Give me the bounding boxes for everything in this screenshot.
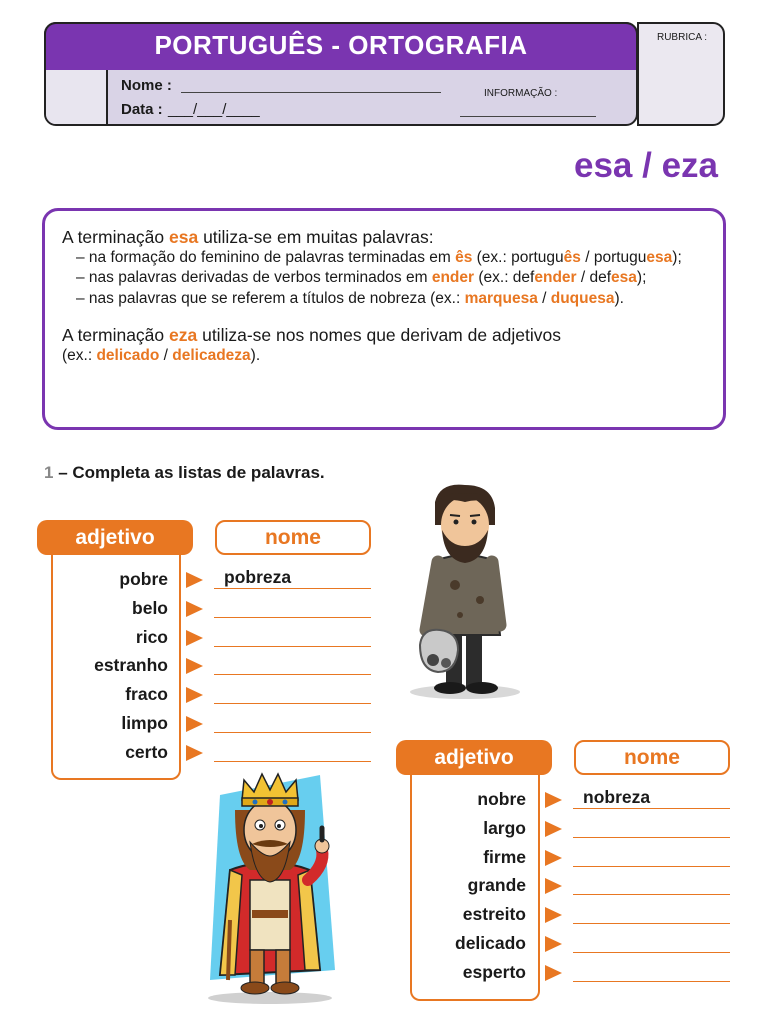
list1-answer-field[interactable] [214, 731, 371, 733]
exercise-label: 1 – Completa as listas de palavras. [44, 463, 325, 482]
arrow-right-icon [545, 850, 562, 866]
rule-eza-intro: A terminação eza utiliza-se nos nomes que derivam de adjetivos [62, 325, 562, 345]
arrow-right-icon [186, 658, 203, 674]
arrow-right-icon [186, 745, 203, 761]
rule-esa-verbs: – nas palavras derivadas de verbos terminados em ender (ex.: defender / defesa); [76, 269, 647, 286]
arrow-right-icon [186, 601, 203, 617]
list2-header-nome: nome [574, 740, 730, 775]
arrow-right-icon [545, 965, 562, 981]
list2-adjective: largo [483, 817, 526, 838]
list2-header-adjetivo: adjetivo [396, 740, 552, 775]
info-field[interactable] [460, 116, 596, 117]
list2-adjective: grande [467, 875, 526, 896]
list1-header-adjetivo: adjetivo [37, 520, 193, 555]
arrow-right-icon [186, 716, 203, 732]
list1-adjective: rico [135, 626, 168, 647]
list1-adjective: pobre [119, 569, 168, 589]
list1-adjective: estranho [94, 655, 168, 676]
rubrica-label: RUBRICA : [656, 32, 707, 43]
list1-adjective: limpo [121, 713, 168, 733]
list2-adjective: esperto [462, 961, 526, 982]
nome-field[interactable] [181, 92, 441, 93]
rule-esa-nobility: – nas palavras que se referem a títulos de nobreza (ex.: marquesa / duquesa). [76, 289, 624, 307]
list2-adjective: firme [483, 846, 526, 867]
list1-adjective: fraco [125, 684, 168, 705]
list1-answer-field[interactable] [214, 702, 371, 704]
poor-man-illustration [400, 480, 530, 705]
list1-answer-text: pobreza [224, 567, 292, 587]
list2-adjective: estreito [462, 904, 526, 925]
arrow-right-icon [545, 821, 562, 837]
list1-answer-field[interactable] [214, 760, 371, 762]
list1-answer-field[interactable] [214, 616, 371, 618]
list2-adjective: delicado [455, 933, 526, 953]
list2-answer-field[interactable] [573, 893, 730, 895]
list2-answer-field[interactable] [573, 865, 730, 867]
arrow-right-icon [545, 936, 562, 952]
list2-answer-text: nobreza [583, 787, 651, 807]
header-left-panel [46, 70, 108, 124]
arrow-right-icon [186, 630, 203, 646]
rule-esa-intro: A terminação esa utiliza-se em muitas palavras: [62, 227, 434, 247]
list1-header-nome: nome [215, 520, 371, 555]
data-field[interactable]: ___/___/____ [168, 101, 260, 118]
arrow-right-icon [186, 687, 203, 703]
rule-esa-feminine: – na formação do feminino de palavras terminadas em ês (ex.: português / portuguesa); [76, 248, 682, 266]
data-label: Data : [121, 101, 163, 118]
king-illustration [200, 770, 340, 1010]
list2-answer-field[interactable] [573, 836, 730, 838]
list1-answer-field[interactable] [214, 645, 371, 647]
arrow-right-icon [545, 792, 562, 808]
info-label: INFORMAÇÃO : [484, 88, 558, 99]
arrow-right-icon [545, 878, 562, 894]
arrow-right-icon [186, 572, 203, 588]
page-title: esa / eza [574, 146, 718, 185]
nome-label: Nome : [121, 77, 172, 94]
list1-adjective: certo [125, 741, 168, 762]
arrow-right-icon [545, 907, 562, 923]
list2-adjective: nobre [477, 789, 526, 809]
list1-answer-field[interactable] [214, 673, 371, 675]
rule-box [42, 208, 726, 430]
list2-answer-field[interactable] [573, 922, 730, 924]
rule-eza-example: (ex.: delicado / delicadeza). [62, 346, 261, 364]
header-title: PORTUGUÊS - ORTOGRAFIA [154, 30, 528, 60]
list2-answer-field[interactable] [573, 980, 730, 982]
list2-answer-field[interactable] [573, 951, 730, 953]
list1-adjective: belo [132, 597, 168, 618]
